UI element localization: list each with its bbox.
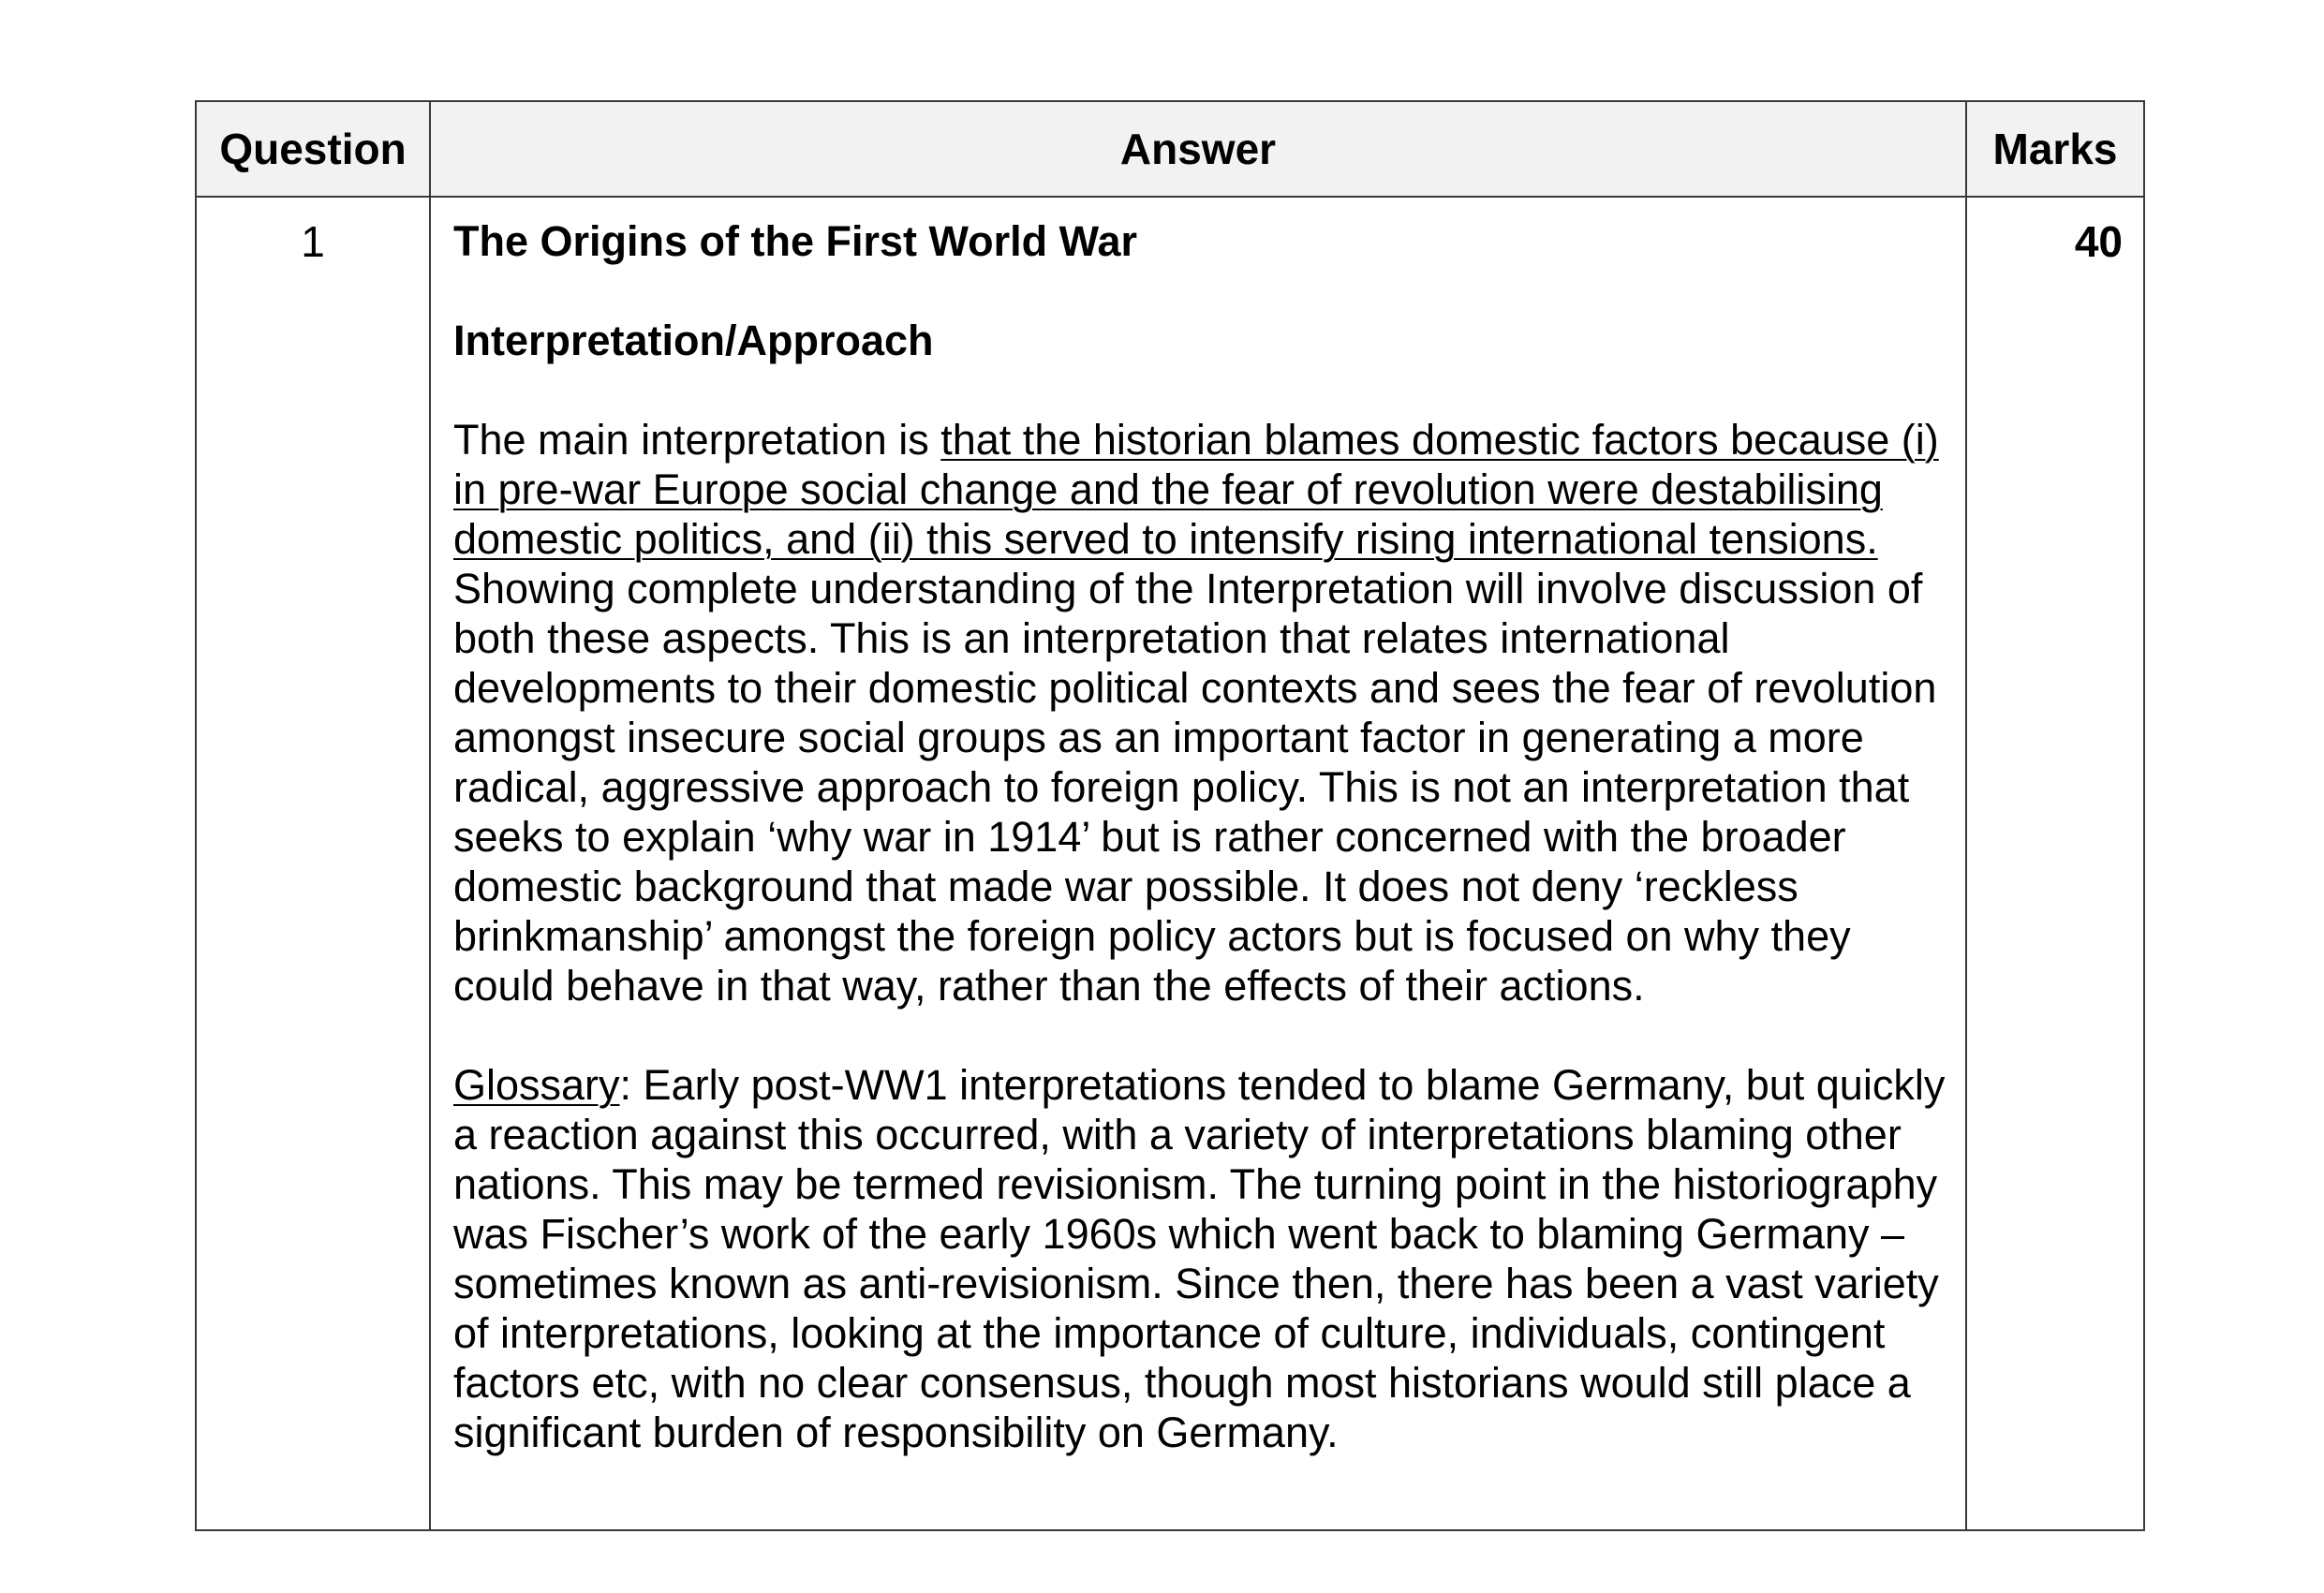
answer-cell (430, 197, 1966, 1530)
glossary-body: : Early post-WW1 interpretations tended to blame Germany, but quickly a reaction against this occurred, with a variety of interpretations blaming other nations. This may be termed revisionism. The turning point in the historiography was Fischer’s work of the early 1960s which went back to blaming Germany – sometimes known as anti-revisionism. Since then, there has been a vast variety of interpretations, looking at the importance of culture, individuals, contingent factors etc, with no clear consensus, though most historians would still place a significant burden of responsibility on Germany. (453, 1061, 1946, 1456)
interpretation-body: Showing complete understanding of the Interpretation will involve discussion of both these aspects. This is an interpretation that relates international developments to their domestic political contexts and sees the fear of revolution amongst insecure social groups as an important factor in generating a more radical, aggressive approach to foreign policy. This is not an interpretation that seeks to explain ‘why war in 1914’ but is rather concerned with the broader domestic background that made war possible. It does not deny ‘reckless brinkmanship’ amongst the foreign policy actors but is focused on why they could behave in that way, rather than the effects of their actions. (453, 565, 1937, 1010)
glossary-label: Glossary (453, 1061, 620, 1109)
glossary-paragraph (453, 1060, 1947, 1457)
interpretation-intro: The main interpretation is (453, 416, 941, 464)
interpretation-paragraph (453, 415, 1947, 1010)
marks-value: 40 (1966, 197, 2144, 1530)
question-header: Question (196, 101, 430, 197)
marks-header: Marks (1966, 101, 2144, 197)
mark-scheme-table (195, 100, 2145, 1531)
answer-header: Answer (430, 101, 1966, 197)
question-number: 1 (196, 197, 430, 1530)
interpretation-underlined: that the historian blames domestic factors because (i) in pre-war Europe social change and the fear of revolution were destabilising domestic politics, and (ii) this served to intensify rising international tensions. (453, 416, 1939, 563)
answer-subheading: Interpretation/Approach (453, 317, 934, 364)
table-row (196, 197, 2144, 1530)
header-row (196, 101, 2144, 197)
answer-title: The Origins of the First World War (453, 217, 1138, 265)
